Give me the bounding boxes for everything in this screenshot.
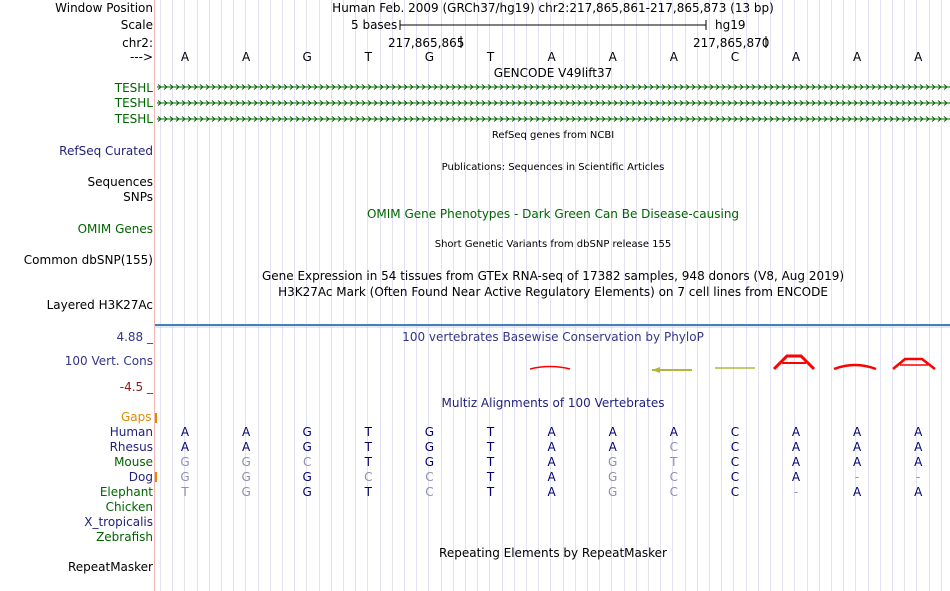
alignment-base: A (547, 455, 556, 469)
species-label[interactable]: X_tropicalis (84, 515, 153, 529)
alignment-base: A (547, 425, 556, 439)
alignment-base: C (425, 470, 434, 484)
alignment-base: C (730, 455, 740, 469)
alignment-base: - (916, 470, 921, 484)
alignment-base: A (180, 440, 190, 454)
alignment-base: A (852, 455, 862, 469)
species-label[interactable]: Dog (128, 470, 153, 484)
reference-base: A (180, 50, 190, 64)
sequences-track-label[interactable]: Sequences (87, 175, 153, 189)
alignment-base: G (180, 455, 190, 469)
alignment-base: C (364, 470, 373, 484)
alignment-base: A (669, 425, 678, 439)
refseq-track-title: RefSeq genes from NCBI (491, 130, 615, 141)
repeatmasker-track-label[interactable]: RepeatMasker (67, 560, 153, 574)
window-position-label: Window Position (55, 1, 153, 15)
snps-track-label[interactable]: SNPs (123, 190, 153, 204)
multiz-track-title: Multiz Alignments of 100 Vertebrates (441, 396, 665, 410)
reference-base: T (486, 50, 495, 64)
gencode-item-label[interactable]: TESHL (114, 81, 153, 95)
alignment-base: T (486, 485, 495, 499)
omim-track-label[interactable]: OMIM Genes (77, 222, 153, 236)
alignment-base: A (914, 455, 923, 469)
alignment-base: A (241, 440, 251, 454)
scale-text: 5 bases (351, 18, 398, 32)
alignment-base: T (486, 425, 495, 439)
alignment-base: A (180, 425, 190, 439)
alignment-base: A (241, 425, 251, 439)
phylop-track-label[interactable]: 100 Vert. Cons (64, 354, 153, 368)
alignment-base: T (364, 485, 372, 499)
h3k27ac-track-title: H3K27Ac Mark (Often Found Near Active Regulatory Elements) on 7 cell lines from ENCODE (278, 285, 828, 299)
alignment-base: G (424, 455, 435, 469)
dbsnp-track-label[interactable]: Common dbSNP(155) (23, 253, 153, 267)
alignment-base: G (180, 470, 190, 484)
alignment-base: T (486, 440, 495, 454)
alignment-base: A (852, 440, 862, 454)
gtex-track-title: Gene Expression in 54 tissues from GTEx RNA-seq of 17382 samples, 948 donors (V8, Aug 2019) (261, 269, 845, 283)
alignment-base: T (364, 455, 372, 469)
alignment-base: C (669, 485, 678, 499)
alignment-base: C (730, 440, 740, 454)
alignment-base: G (608, 485, 618, 499)
species-label[interactable]: Elephant (99, 485, 153, 499)
alignment-base: A (914, 440, 923, 454)
reference-base: A (791, 50, 801, 64)
alignment-base: C (669, 470, 678, 484)
alignment-base: A (791, 425, 801, 439)
alignment-base: - (793, 485, 799, 499)
position-label-b: 217,865,870 (693, 36, 770, 50)
alignment-base: A (791, 455, 801, 469)
species-label[interactable]: Human (109, 425, 153, 439)
alignment-base: A (547, 485, 556, 499)
phylop-ymin-label: -4.5 _ (119, 380, 153, 394)
refseq-track-label[interactable]: RefSeq Curated (59, 144, 153, 158)
alignment-base: A (914, 425, 923, 439)
h3k27ac-track-label[interactable]: Layered H3K27Ac (46, 298, 153, 312)
alignment-base: T (364, 425, 372, 439)
alignment-base: G (302, 470, 312, 484)
gencode-item-label[interactable]: TESHL (114, 96, 153, 110)
repeatmasker-track-title: Repeating Elements by RepeatMasker (439, 546, 667, 560)
chrom-label: chr2: (122, 36, 153, 50)
alignment-base: G (424, 440, 435, 454)
reference-base: A (669, 50, 678, 64)
alignment-base: T (486, 455, 495, 469)
alignment-base: A (791, 440, 801, 454)
alignment-base: G (302, 485, 312, 499)
gaps-label: Gaps (121, 410, 152, 424)
position-label-a: 217,865,865 (388, 36, 465, 50)
alignment-base: A (914, 485, 923, 499)
alignment-base: T (486, 470, 495, 484)
alignment-base: C (669, 440, 678, 454)
alignment-base: A (852, 485, 862, 499)
scale-label: Scale (120, 18, 153, 32)
alignment-base: G (241, 470, 251, 484)
alignment-base: A (547, 470, 556, 484)
alignment-base: G (241, 455, 251, 469)
alignment-base: G (608, 455, 618, 469)
gencode-item-label[interactable]: TESHL (114, 112, 153, 126)
strand-label: ---> (129, 50, 153, 64)
dbsnp-track-title: Short Genetic Variants from dbSNP release 155 (434, 239, 672, 250)
reference-base: A (852, 50, 862, 64)
reference-base: A (241, 50, 251, 64)
reference-base: A (914, 50, 923, 64)
reference-base: A (608, 50, 617, 64)
alignment-base: C (730, 470, 740, 484)
alignment-base: - (854, 470, 860, 484)
alignment-base: G (241, 485, 251, 499)
alignment-base: A (547, 440, 556, 454)
alignment-base: T (670, 455, 678, 469)
scale-assembly: hg19 (715, 18, 746, 32)
alignment-base: C (425, 485, 434, 499)
alignment-base: C (730, 425, 740, 439)
omim-track-title: OMIM Gene Phenotypes - Dark Green Can Be Disease-causing (366, 207, 740, 221)
reference-base: T (364, 50, 372, 64)
species-label[interactable]: Rhesus (109, 440, 153, 454)
species-label[interactable]: Zebrafish (96, 530, 153, 544)
reference-base: G (302, 50, 312, 64)
alignment-base: A (608, 425, 617, 439)
species-label[interactable]: Chicken (105, 500, 153, 514)
reference-base: C (730, 50, 740, 64)
alignment-base: C (302, 455, 312, 469)
publications-track-title: Publications: Sequences in Scientific Articles (441, 162, 665, 173)
phylop-track-title: 100 vertebrates Basewise Conservation by PhyloP (402, 330, 704, 344)
reference-base: A (547, 50, 556, 64)
alignment-base: T (364, 440, 372, 454)
species-label[interactable]: Mouse (114, 455, 153, 469)
window-position-value: Human Feb. 2009 (GRCh37/hg19) chr2:217,865,861-217,865,873 (13 bp) (332, 1, 774, 15)
alignment-base: G (608, 470, 618, 484)
phylop-ymax-label: 4.88 _ (116, 330, 153, 344)
gencode-track-title: GENCODE V49lift37 (493, 66, 613, 80)
alignment-base: G (302, 425, 312, 439)
alignment-base: A (608, 440, 617, 454)
alignment-base: A (791, 470, 801, 484)
alignment-base: C (730, 485, 740, 499)
alignment-base: G (424, 425, 435, 439)
reference-base: G (424, 50, 435, 64)
alignment-base: G (302, 440, 312, 454)
alignment-base: A (852, 425, 862, 439)
alignment-base: T (181, 485, 189, 499)
